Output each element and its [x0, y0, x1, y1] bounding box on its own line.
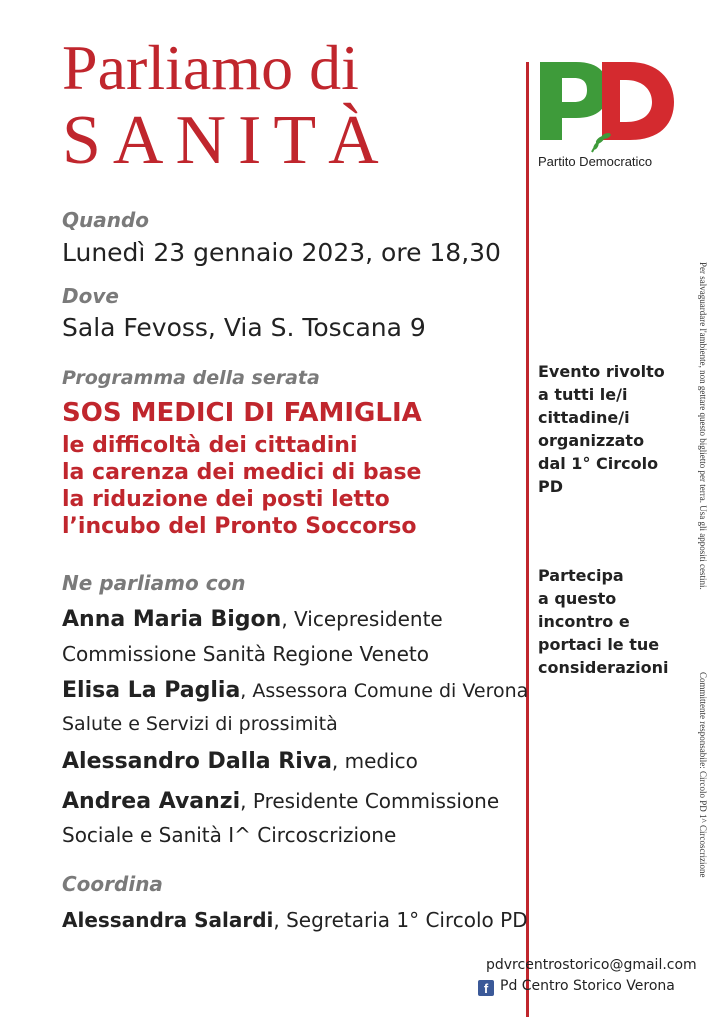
- side-text-line: a tutti le/i: [538, 385, 628, 404]
- speaker-name: Anna Maria Bigon: [62, 607, 282, 632]
- speaker-role-line2: Salute e Servizi di prossimità: [62, 713, 338, 735]
- speaker-name: Andrea Avanzi: [62, 789, 241, 814]
- side-text-line: cittadine/i: [538, 408, 630, 427]
- olive-branch-icon: [592, 132, 612, 152]
- speaker-role: , Vicepresidente: [281, 607, 443, 631]
- where-value: Sala Fevoss, Via S. Toscana 9: [62, 313, 426, 342]
- speakers-label: Ne parliamo con: [62, 571, 246, 595]
- program-headline: SOS MEDICI DI FAMIGLIA: [62, 398, 422, 428]
- side-text-line: portaci le tue: [538, 635, 660, 654]
- when-label: Quando: [62, 208, 150, 232]
- facebook-page-name: Pd Centro Storico Verona: [500, 978, 675, 994]
- title-line-2: SANITÀ: [62, 102, 391, 179]
- coordinator-entry: [62, 908, 528, 933]
- speaker-role: , Assessora Comune di Verona: [240, 680, 529, 702]
- topic-item: l’incubo del Pronto Soccorso: [62, 514, 417, 539]
- coordinator-name: Alessandra Salardi: [62, 908, 274, 932]
- speaker-role-line2: Commissione Sanità Regione Veneto: [62, 642, 429, 666]
- topic-item: la carenza dei medici di base: [62, 460, 422, 485]
- side-event-info: [538, 360, 678, 498]
- speaker-entry: [62, 607, 443, 667]
- where-label: Dove: [62, 284, 119, 308]
- speaker-entry: [62, 678, 528, 737]
- program-label: Programma della serata: [62, 367, 320, 389]
- side-text-line: considerazioni: [538, 658, 669, 677]
- coordinator-role: , Segretaria 1° Circolo PD: [273, 908, 528, 932]
- topic-item: le difficoltà dei cittadini: [62, 433, 358, 458]
- speaker-entry: [62, 749, 418, 774]
- when-value: Lunedì 23 gennaio 2023, ore 18,30: [62, 238, 501, 267]
- environment-notice: Per salvaguardare l'ambiente, non gettare questo biglietto per terra. Usa gli appositi cestini.: [698, 262, 708, 590]
- contact-email[interactable]: pdvrcentrostorico@gmail.com: [486, 957, 697, 973]
- speaker-name: Alessandro Dalla Riva: [62, 749, 332, 774]
- side-call-to-action: [538, 564, 678, 679]
- side-text-line: dal 1° Circolo: [538, 454, 659, 473]
- speaker-role: , medico: [331, 749, 418, 773]
- logo-letter-p: [540, 62, 608, 140]
- committente-notice: Committente responsabile: Circolo PD 1^ Circoscrizione: [698, 672, 708, 878]
- side-text-line: incontro e: [538, 612, 630, 631]
- side-text-line: Evento rivolto: [538, 362, 665, 381]
- speaker-name: Elisa La Paglia: [62, 678, 241, 703]
- side-text-line: organizzato: [538, 431, 645, 450]
- coordinator-label: Coordina: [62, 872, 163, 896]
- divider-line: [526, 62, 529, 1017]
- facebook-icon: f: [478, 980, 494, 996]
- logo-caption: Partito Democratico: [538, 154, 653, 169]
- topic-item: la riduzione dei posti letto: [62, 487, 390, 512]
- speaker-role-line2: Sociale e Sanità I^ Circoscrizione: [62, 823, 397, 847]
- speaker-entry: [62, 789, 499, 848]
- side-text-line: Partecipa: [538, 566, 624, 585]
- title-line-1: Parliamo di: [62, 32, 359, 103]
- side-text-line: PD: [538, 477, 564, 496]
- program-topics: [62, 432, 421, 540]
- speaker-role: , Presidente Commissione: [240, 789, 500, 813]
- logo-letter-d: [602, 62, 674, 140]
- facebook-link[interactable]: [478, 978, 675, 996]
- side-text-line: a questo: [538, 589, 617, 608]
